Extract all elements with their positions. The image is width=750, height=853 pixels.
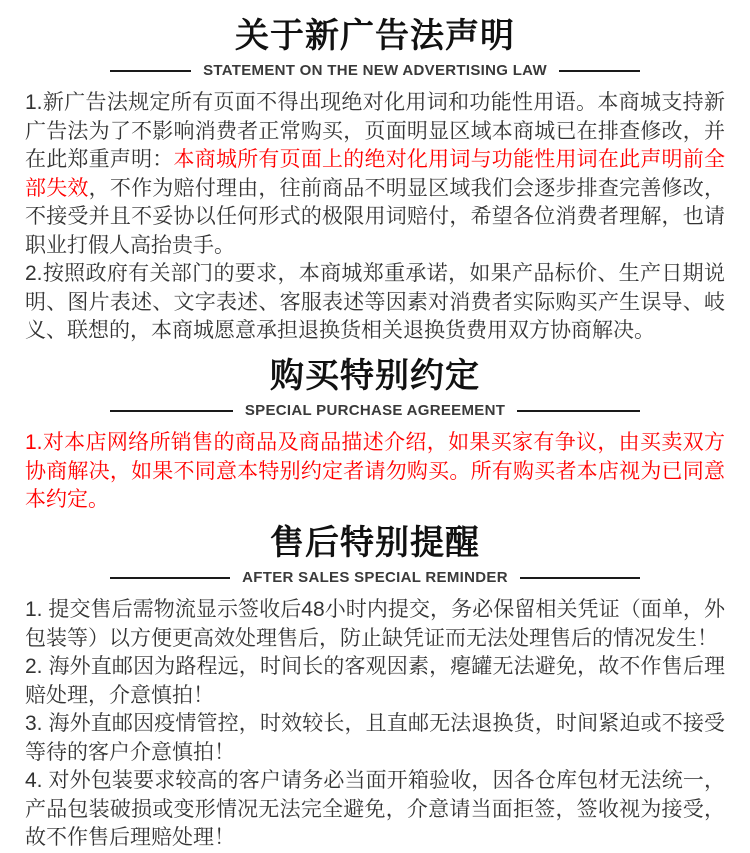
aftersales-item-2: 2. 海外直邮因为路程远，时间长的客观因素，瘪罐无法避免，故不作售后理赔处理，介意慎拍！	[25, 655, 725, 707]
purchase-agreement-subtitle-row	[110, 402, 640, 419]
divider-line-right	[559, 70, 640, 72]
paragraph-red-highlight: 本商城所有页面上的绝对化用词与功能性用词在此声明前全部失效	[25, 148, 725, 200]
aftersales-title: 售后特别提醒	[270, 523, 480, 562]
advertising-law-subtitle: STATEMENT ON THE NEW ADVERTISING LAW	[203, 62, 547, 80]
purchase-agreement-content	[0, 419, 750, 515]
aftersales-subtitle-row	[110, 569, 640, 586]
advertising-law-subtitle-row	[110, 62, 640, 79]
section-advertising-law	[0, 0, 750, 346]
advertising-law-content	[0, 79, 750, 346]
advertising-law-header	[0, 0, 750, 79]
aftersales-content	[0, 586, 750, 853]
purchase-agreement-subtitle: SPECIAL PURCHASE AGREEMENT	[244, 402, 506, 420]
purchase-agreement-title: 购买特别约定	[270, 356, 480, 395]
divider-line-left	[110, 70, 191, 72]
divider-line-right	[520, 577, 640, 579]
aftersales-item-3: 3. 海外直邮因疫情管控，时效较长，且直邮无法退换货，时间紧迫或不接受等待的客户介意慎拍！	[25, 712, 725, 764]
aftersales-header	[0, 515, 750, 586]
paragraph-text: 1.新广告法规定所有页面不得出现绝对化用词和功能性用语。本商城支持新广告法为了不影响消费者正常购买，页面明显区域本商城已在排查修改，并在此郑重声明：	[25, 91, 725, 172]
paragraph-text: ，不作为赔付理由，往前商品不明显区域我们会逐步排查完善修改，不接受并且不妥协以任何形式的极限用词赔付，希望各位消费者理解，也请职业打假人高抬贵手。	[25, 176, 725, 257]
advertising-law-paragraph-2: 2.按照政府有关部门的要求，本商城郑重承诺，如果产品标价、生产日期说明、图片表述、文字表述、客服表述等因素对消费者实际购买产生误导、岐义、联想的，本商城愿意承担退换货相关退换货费用双方协商解决。	[25, 262, 725, 343]
purchase-agreement-header	[0, 346, 750, 419]
advertising-law-paragraph-1	[25, 89, 725, 260]
divider-line-right	[517, 410, 640, 412]
aftersales-item-4: 4. 对外包装要求较高的客户请务必当面开箱验收，因各仓库包材无法统一，产品包装破损或变形情况无法完全避免，介意请当面拒签，签收视为接受，故不作售后理赔处理！	[25, 769, 725, 850]
aftersales-item-1: 1. 提交售后需物流显示签收后48小时内提交，务必保留相关凭证（面单，外包装等）以方便更高效处理售后，防止缺凭证而无法处理售后的情况发生！	[25, 598, 725, 650]
divider-line-left	[110, 577, 230, 579]
aftersales-subtitle: AFTER SALES SPECIAL REMINDER	[242, 569, 508, 587]
section-aftersales-reminder	[0, 515, 750, 853]
purchase-agreement-paragraph: 1.对本店网络所销售的商品及商品描述介绍，如果买家有争议，由买卖双方协商解决，如果不同意本特别约定者请勿购买。所有购买者本店视为已同意本约定。	[25, 431, 725, 512]
divider-line-left	[110, 410, 233, 412]
section-purchase-agreement	[0, 346, 750, 515]
advertising-law-title: 关于新广告法声明	[235, 17, 515, 55]
